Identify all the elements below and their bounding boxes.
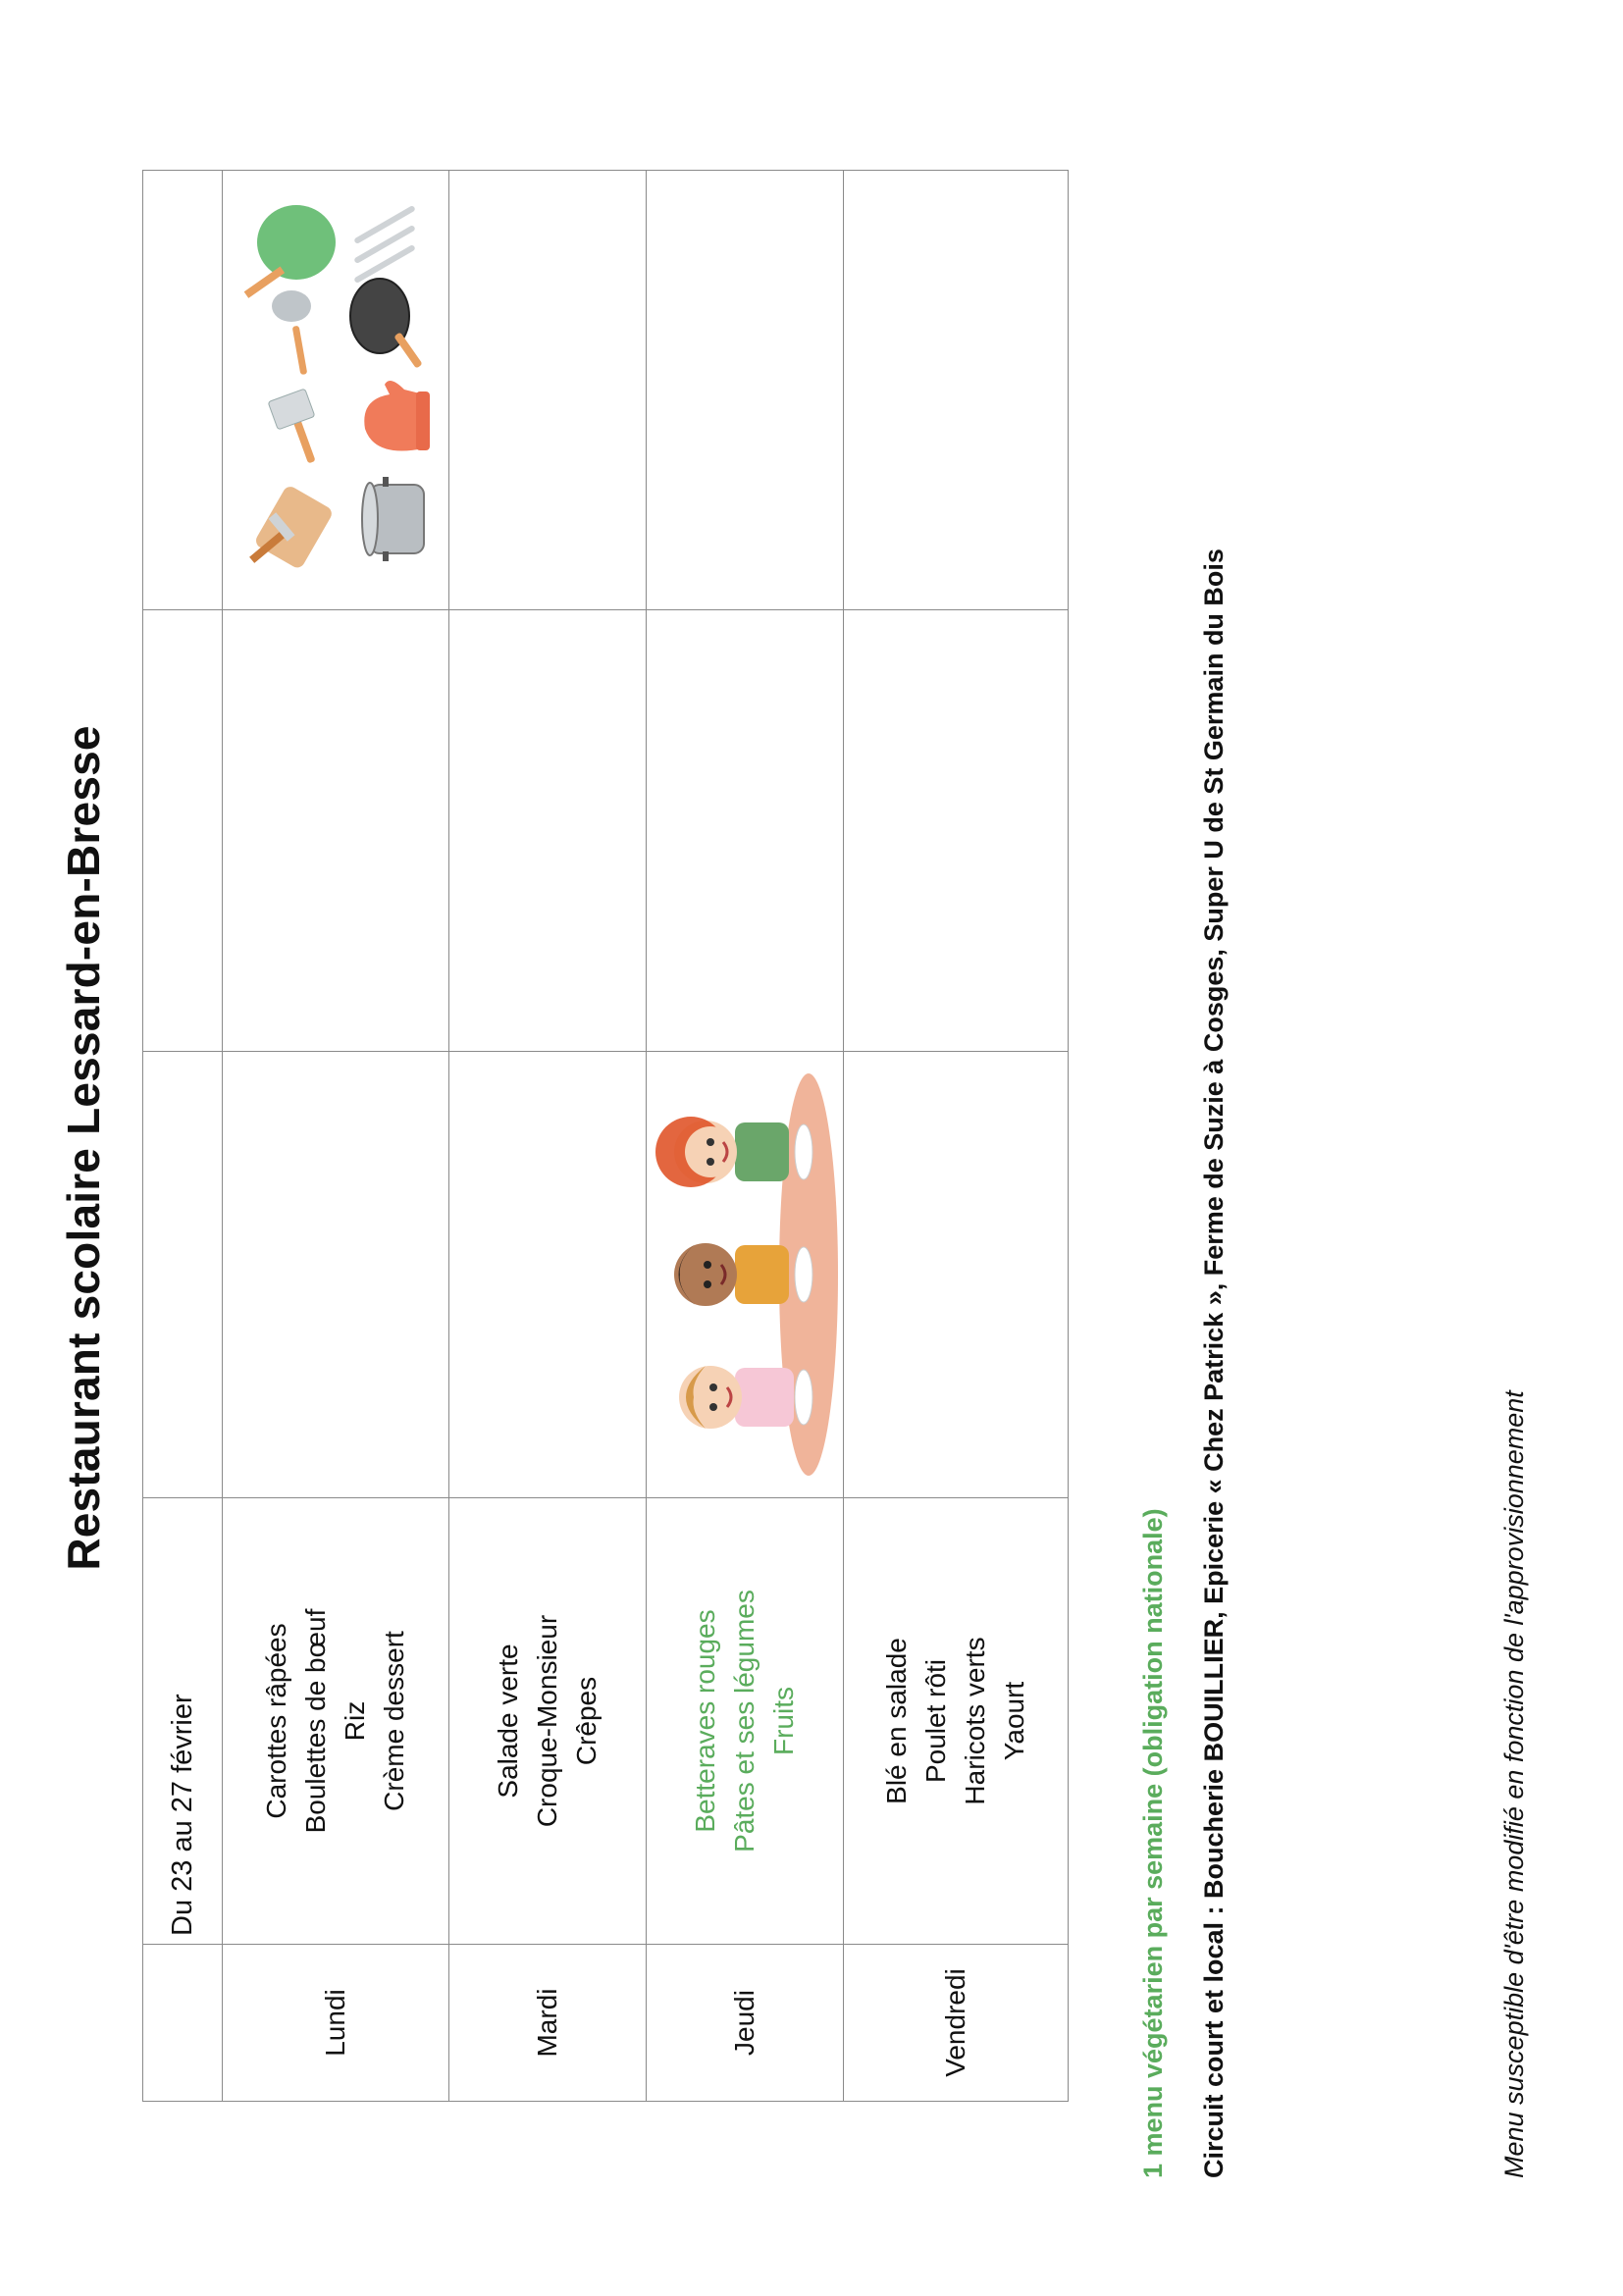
day-label-lundi: Lundi [223,1945,449,2102]
dish: Carottes râpées [261,1623,291,1819]
kitchen-utensils-icon [228,189,444,592]
menu-table [142,170,1069,2102]
dish: Croque-Monsieur [532,1614,562,1828]
empty-cell [844,171,1069,610]
dishes-mardi [449,1498,647,1945]
local-suppliers-note: Circuit court et local : Boucherie BOUILLIER, Epicerie « Chez Patrick », Ferme de Suzie à Cosges, Super U de St Germain du Bois [1199,548,1229,2178]
dish: Yaourt [999,1681,1029,1761]
empty-cell [223,610,449,1052]
header-cell [143,171,223,610]
empty-cell [223,1052,449,1498]
empty-cell [449,1052,647,1498]
empty-cell [844,610,1069,1052]
empty-cell [844,1052,1069,1498]
dish: Crème dessert [379,1631,409,1811]
header-empty-cell [143,1945,223,2102]
table-header-row [143,171,223,2102]
empty-cell [647,610,844,1052]
dishes-jeudi-vegetarian [647,1498,844,1945]
illustration-cell [647,1052,844,1498]
table-row [647,171,844,2102]
table-row [223,171,449,2102]
dish: Haricots verts [960,1637,990,1805]
utensils-cell [223,171,449,610]
children-eating-illustration [647,1059,843,1490]
day-label-vendredi: Vendredi [844,1945,1069,2102]
dish: Crêpes [571,1676,602,1766]
dish: Boulettes de bœuf [300,1608,331,1834]
day-label-jeudi: Jeudi [647,1945,844,2102]
date-range: Du 23 au 27 février [143,1498,223,1945]
empty-cell [449,171,647,610]
dish: Blé en salade [881,1638,912,1804]
header-cell [143,1052,223,1498]
table-row [844,171,1069,2102]
dishes-vendredi [844,1498,1069,1945]
dish: Fruits [768,1687,799,1755]
empty-cell [449,610,647,1052]
table-row [449,171,647,2102]
disclaimer: Menu susceptible d'être modifié en fonction de l'approvisionnement [1499,1390,1529,2178]
empty-cell [647,171,844,610]
dish: Riz [340,1700,370,1742]
dish: Betteraves rouges [690,1609,720,1833]
dish: Salade verte [493,1644,523,1799]
vegetarian-note: 1 menu végétarien par semaine (obligation nationale) [1138,1508,1168,2178]
dishes-lundi [223,1498,449,1945]
page-title: Restaurant scolaire Lessard-en-Bresse [58,725,109,1571]
day-label-mardi: Mardi [449,1945,647,2102]
dish: Pâtes et ses légumes [729,1590,759,1852]
dish: Poulet rôti [920,1658,951,1784]
header-cell [143,610,223,1052]
